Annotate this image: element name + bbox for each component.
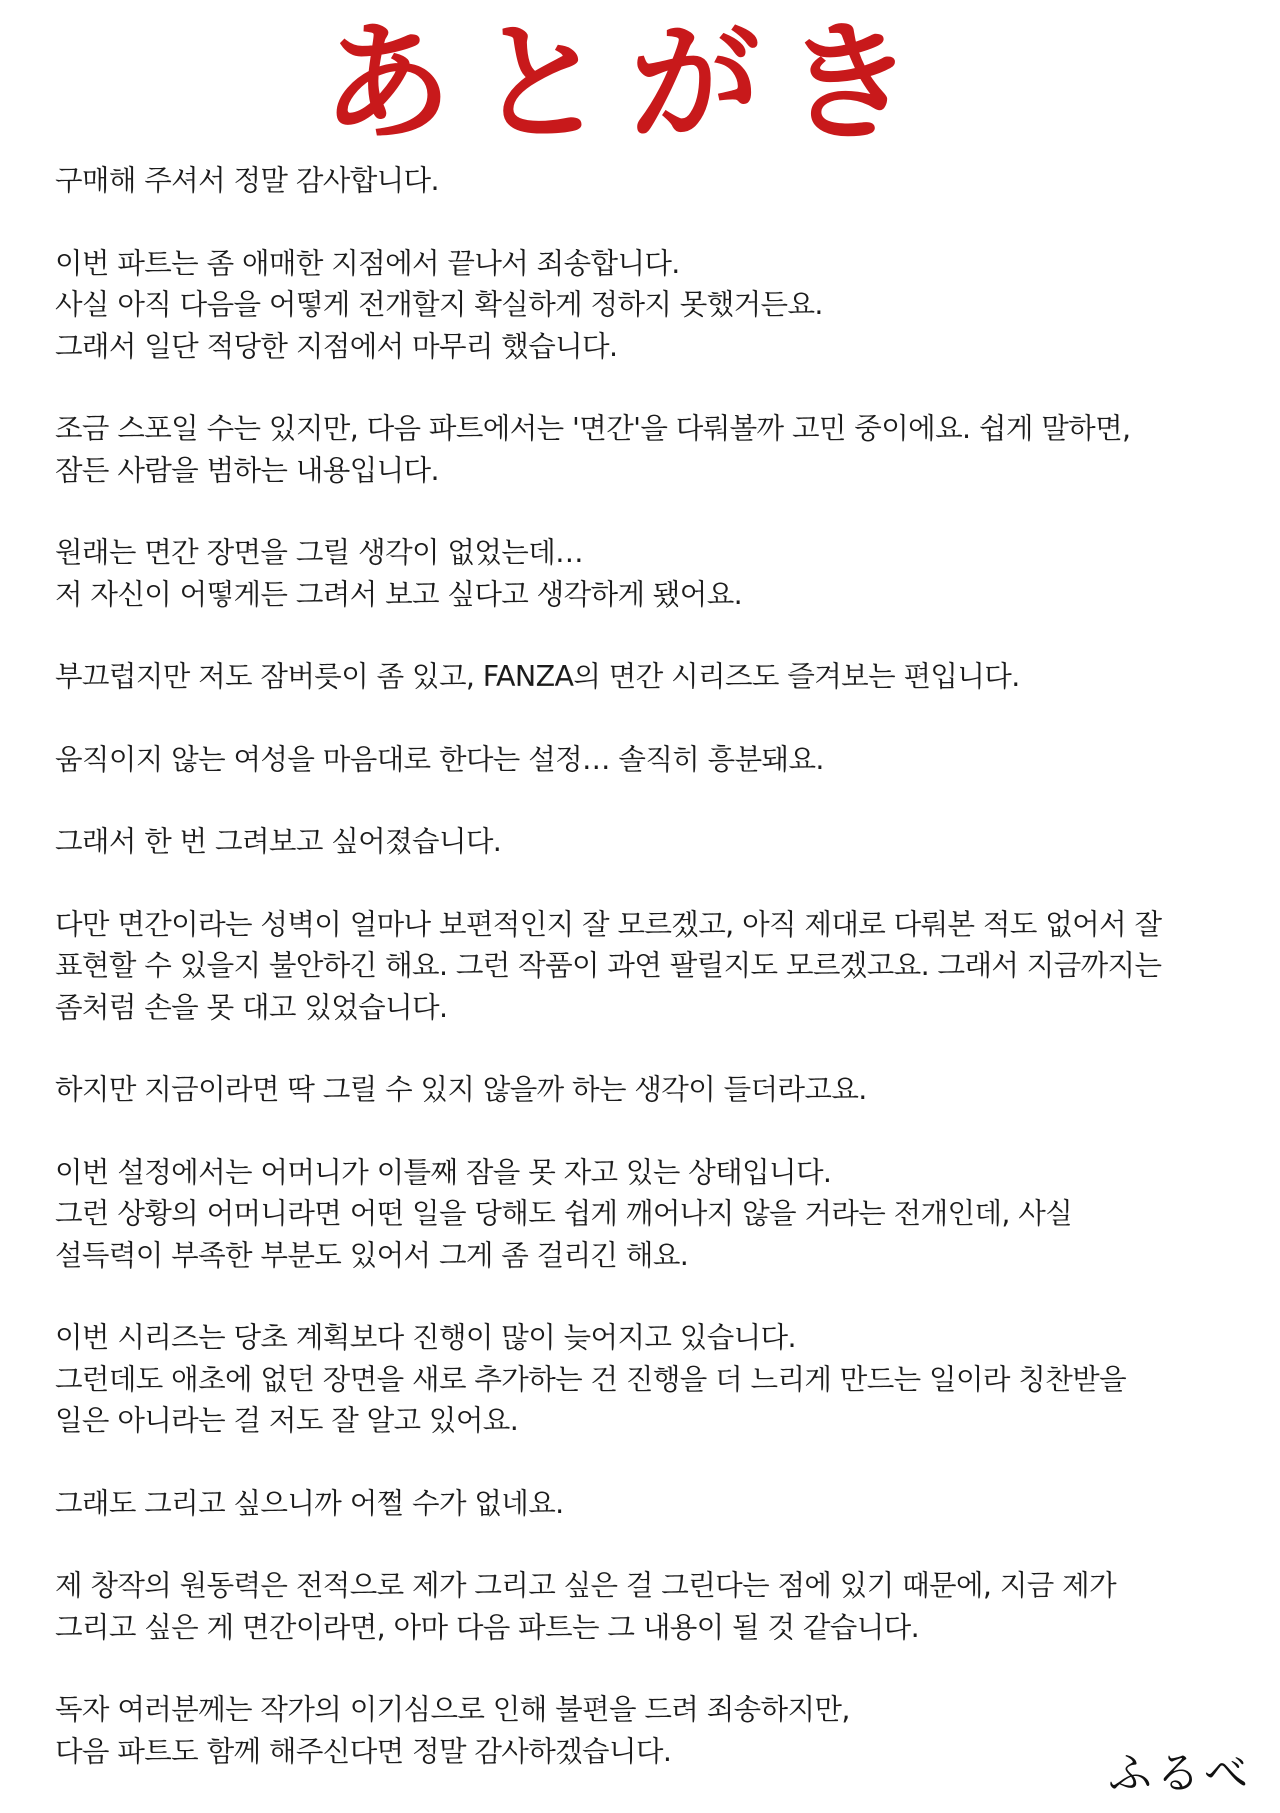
text-line: 움직이지 않는 여성을 마음대로 한다는 설정… 솔직히 흥분돼요. xyxy=(55,742,824,776)
paragraph xyxy=(55,532,1235,615)
paragraph xyxy=(55,821,1235,863)
paragraph xyxy=(55,1689,1235,1772)
text-line: 그래서 한 번 그려보고 싶어졌습니다. xyxy=(55,825,502,858)
text-line: 제 창작의 원동력은 전적으로 제가 그리고 싶은 걸 그린다는 점에 있기 때문에, 지금 제가 xyxy=(55,1569,1117,1602)
paragraph xyxy=(55,656,1235,698)
afterword-body xyxy=(55,160,1235,1813)
text-line: 일은 아니라는 걸 저도 잘 알고 있어요. xyxy=(55,1404,519,1437)
paragraph xyxy=(55,408,1235,491)
page-title: あとがき xyxy=(321,7,938,159)
paragraph xyxy=(55,1069,1235,1111)
text-line: 그런데도 애초에 없던 장면을 새로 추가하는 건 진행을 더 느리게 만드는 일이라 칭찬받을 xyxy=(55,1362,1127,1396)
text-line: 독자 여러분께는 작가의 이기심으로 인해 불편을 드려 죄송하지만, xyxy=(55,1693,850,1726)
text-line: 저 자신이 어떻게든 그려서 보고 싶다고 생각하게 됐어요. xyxy=(55,577,743,611)
text-line: 구매해 주셔서 정말 감사합니다. xyxy=(55,164,439,197)
text-line: 다음 파트도 함께 해주신다면 정말 감사하겠습니다. xyxy=(55,1734,672,1768)
text-line: 사실 아직 다음을 어떻게 전개할지 확실하게 정하지 못했거든요. xyxy=(55,288,823,321)
paragraph xyxy=(55,243,1235,368)
text-line: 부끄럽지만 저도 잠버릇이 좀 있고, FANZA의 면간 시리즈도 즐겨보는 편입니다. xyxy=(55,660,1020,693)
text-line: 다만 면간이라는 성벽이 얼마나 보편적인지 잘 모르겠고, 아직 제대로 다뤄본 적도 없어서 잘 xyxy=(55,907,1162,941)
paragraph xyxy=(55,160,1235,202)
paragraph xyxy=(55,1565,1235,1648)
text-line: 표현할 수 있을지 불안하긴 해요. 그런 작품이 과연 팔릴지도 모르겠고요. 그래서 지금까지는 xyxy=(55,949,1162,982)
text-line: 이번 파트는 좀 애매한 지점에서 끝나서 죄송합니다. xyxy=(55,246,680,280)
text-line: 그런 상황의 어머니라면 어떤 일을 당해도 쉽게 깨어나지 않을 거라는 전개인데, 사실 xyxy=(55,1197,1073,1230)
paragraph xyxy=(55,739,1235,781)
paragraph xyxy=(55,1483,1235,1525)
paragraph xyxy=(55,1317,1235,1442)
author-signature: ふるべ xyxy=(1108,1748,1252,1799)
text-line: 이번 설정에서는 어머니가 이틀째 잠을 못 자고 있는 상태입니다. xyxy=(55,1155,832,1189)
text-line: 잠든 사람을 범하는 내용입니다. xyxy=(55,453,439,487)
text-line: 그리고 싶은 게 면간이라면, 아마 다음 파트는 그 내용이 될 것 같습니다. xyxy=(55,1610,920,1644)
text-line: 이번 시리즈는 당초 계획보다 진행이 많이 늦어지고 있습니다. xyxy=(55,1321,796,1354)
text-line: 하지만 지금이라면 딱 그릴 수 있지 않을까 하는 생각이 들더라고요. xyxy=(55,1073,867,1106)
text-line: 원래는 면간 장면을 그릴 생각이 없었는데… xyxy=(55,536,584,569)
text-line: 조금 스포일 수는 있지만, 다음 파트에서는 '면간'을 다뤄볼까 고민 중이에요. 쉽게 말하면, xyxy=(55,412,1131,445)
text-line: 설득력이 부족한 부분도 있어서 그게 좀 걸리긴 해요. xyxy=(55,1238,689,1272)
text-line: 그래서 일단 적당한 지점에서 마무리 했습니다. xyxy=(55,329,618,363)
text-line: 그래도 그리고 싶으니까 어쩔 수가 없네요. xyxy=(55,1486,564,1520)
paragraph xyxy=(55,904,1235,1029)
paragraph xyxy=(55,1152,1235,1277)
text-line: 좀처럼 손을 못 대고 있었습니다. xyxy=(55,990,448,1024)
